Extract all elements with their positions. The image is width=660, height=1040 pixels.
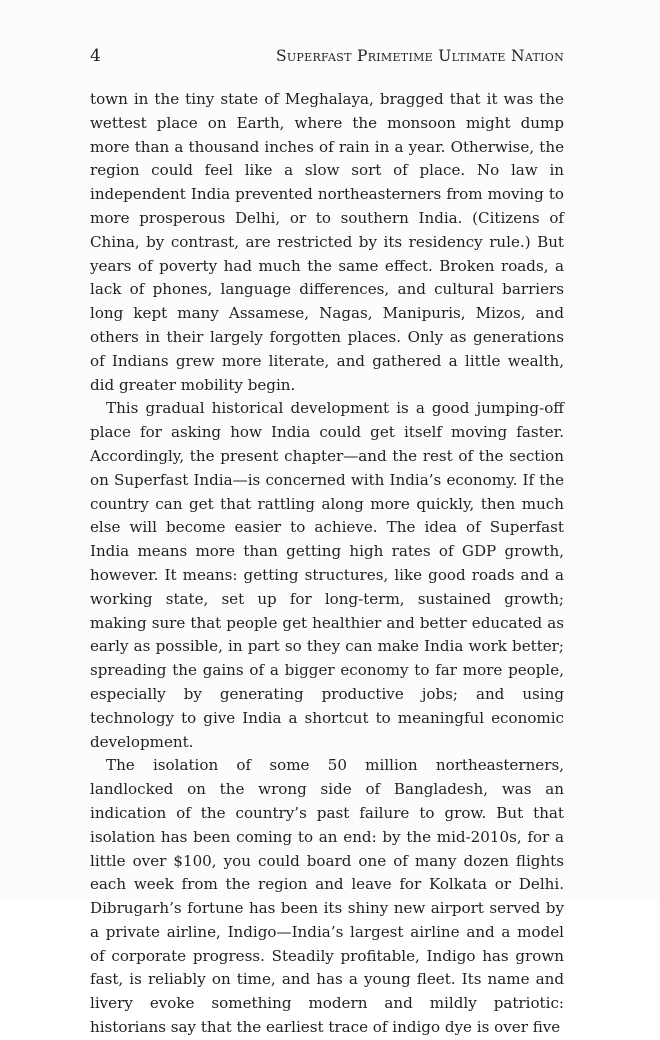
running-head: Superfast Primetime Ultimate Nation: [275, 47, 564, 65]
paragraph-isolation: The isolation of some 50 million northeasterners, landlocked on the wrong side of Bangladesh, was an indication of the country’s past failure to grow. But that isolation has been coming to an end: by the mid-2010s, for a little over $100, you could board one of many dozen flights each week from the region and leave for Kolkata or Delhi. Dibrugarh’s fortune has been its shiny new airport served by a private airline, Indigo—India’s largest airline and a model of corporate progress. Steadily profitable, Indigo has grown fast, is reliably on time, and has a young fleet. Its name and livery evoke something modern and mildly patriotic: historians say that the earliest trace of indigo dye is over five: [90, 756, 564, 1037]
paragraph-superfast-india: This gradual historical development is a good jumping-off place for asking how India could get itself moving faster. Accordingly, the present chapter—and the rest of the section on Superfast India—is concerned with India’s economy. If the country can get that rattling along more quickly, then much else will become easier to achieve. The idea of Superfast India means more than getting high rates of GDP growth, however. It means: getting structures, like good roads and a working state, set up for long-term, sustained growth; making sure that people get healthier and better educated as early as possible, in part so they can make India work better; spreading the gains of a bigger economy to far more people, especially by generating productive jobs; and using technology to give India a shortcut to meaningful economic development.: [90, 399, 564, 751]
paragraph-continued: town in the tiny state of Meghalaya, bragged that it was the wettest place on Earth, where the monsoon might dump more than a thousand inches of rain in a year. Otherwise, the region could feel like a slow sort of place. No law in independent India prevented northeasterners from moving to more prosperous Delhi, or to southern India. (Citizens of China, by contrast, are restricted by its residency rule.) But years of poverty had much the same effect. Broken roads, a lack of phones, language differences, and cultural barriers long kept many Assamese, Nagas, Manipuris, Mizos, and others in their largely forgotten places. Only as generations of Indians grew more literate, and gathered a little wealth, did greater mobility begin.: [90, 90, 564, 394]
page-header: [90, 44, 564, 68]
body-text: [90, 88, 564, 1040]
page-number: 4: [90, 46, 101, 66]
